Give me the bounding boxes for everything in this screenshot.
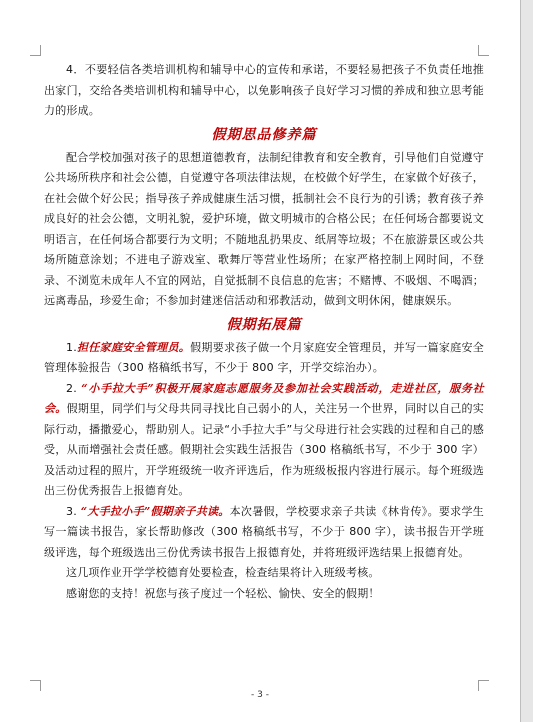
expand-item-3-body: 本次暑假，学校要求亲子共读《林肯传》。要求学生写一篇读书报告，家长帮助修改（300 格稿纸书写，不少于 800 字），读书报告开学班级评选，每个班级选出三份优秀读书报告上报德育处，并将班级评选结果上报德育处。 — [44, 504, 484, 559]
crop-mark-top-left — [30, 45, 41, 56]
expand-item-2-title: “小手拉大手”积极开展家庭志愿服务及参加社会实践活动，走进社区，服务社会。 — [44, 381, 484, 415]
intro-item-4: 4．不要轻信各类培训机构和辅导中心的宣传和承诺，不要轻易把孩子不负责任地推出家门，交给各类培训机构和辅导中心，以免影响孩子良好学习习惯的养成和独立思考能力的形成。 — [44, 63, 484, 117]
expand-item-2-body: 假期里，同学们与父母共同寻找比自己弱小的人，关注另一个世界，同时以自己的实际行动，播撒爱心，帮助别人。记录“小手拉大手”与父母进行社会实践的过程和自己的感受，从而增强社会责任感。假期社会实践生活报告（300 格稿纸书写，不少于 300 字）及活动过程的照片，开学班级统一收齐评选后，作为班级板报内容进行展示。每个班级选出三份优秀报告上报德育处。 — [44, 402, 484, 497]
expand-item-1 — [44, 338, 484, 379]
expand-item-3-number: 3. — [66, 504, 77, 518]
page-number: - 3 - — [251, 690, 269, 700]
moral-heading: 假期思品修养篇 — [211, 126, 317, 143]
crop-mark-top-right — [478, 45, 489, 56]
expand-item-2-number: 2. — [66, 381, 77, 395]
expand-item-2 — [44, 379, 484, 502]
expand-item-1-title: 担任家庭安全管理员。 — [76, 340, 191, 354]
expand-item-3-title: “大手拉小手”假期亲子共读。 — [80, 504, 230, 518]
expand-item-3 — [44, 502, 484, 564]
vertical-scrollbar[interactable] — [520, 0, 533, 722]
document-body — [44, 60, 484, 604]
closing-line-2: 感谢您的支持！祝您与孩子度过一个轻松、愉快、安全的假期！ — [66, 586, 380, 600]
expand-item-1-body: 假期要求孩子做一个月家庭安全管理员，并写一篇家庭安全管理体验报告（300 格稿纸书写，不少于 800 字，开学交综治办）。 — [44, 340, 485, 374]
expand-item-1-number: 1. — [66, 340, 77, 354]
moral-paragraph: 配合学校加强对孩子的思想道德教育，法制纪律教育和安全教育，引导他们自觉遵守公共场所秩序和社会公德，自觉遵守各项法律法规，在校做个好学生，在家做个好孩子，在社会做个好公民；指导孩子养成健康生活习惯，抵制社会不良行为的引诱；教育孩子养成良好的社会公德，文明礼貌，爱护环境，做文明城市的合格公民；在任何场合都要说文明语言，在任何场合都要行为文明；不随地乱扔果皮、纸屑等垃圾；不在旅游景区或公共场所随意涂划；不进电子游戏室、歌舞厅等营业性场所；在家严格控制上网时间，不登录、不浏览未成年人不宜的网站，自觉抵制不良信息的危害；不赌博、不吸烟、不喝酒；远离毒品，珍爱生命；不参加封建迷信活动和邪教活动，做到文明休闲，健康娱乐。 — [44, 150, 484, 307]
expand-heading: 假期拓展篇 — [226, 316, 302, 333]
closing-line-1: 这几项作业开学学校德育处要检查，检查结果将计入班级考核。 — [66, 566, 380, 579]
